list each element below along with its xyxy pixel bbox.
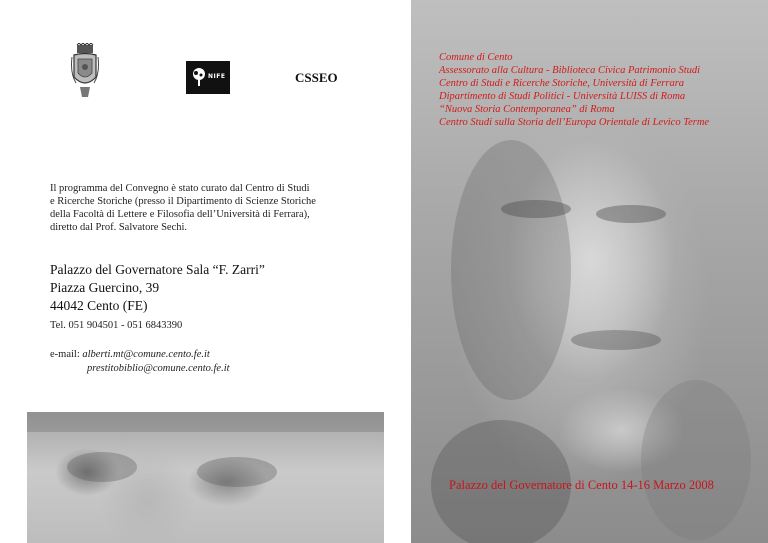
venue-address <box>50 261 265 315</box>
csseo-label: CSSEO <box>295 70 338 85</box>
organizers-list <box>439 51 709 129</box>
nife-logo-text: NIFE <box>208 73 226 80</box>
organizer-line: Assessorato alla Cultura - Biblioteca Civica Patrimonio Studi <box>439 65 701 76</box>
program-line: della Facoltà di Lettere e Filosofia dell’Università di Ferrara), <box>50 209 310 220</box>
email-label: e-mail: <box>50 349 80 360</box>
venue-line: Palazzo del Governatore Sala “F. Zarri” <box>50 262 265 277</box>
nife-logo <box>186 61 230 94</box>
email-link-1[interactable]: alberti.mt@comune.cento.fe.it <box>82 349 210 360</box>
email-block <box>50 348 230 376</box>
program-line: diretto dal Prof. Salvatore Sechi. <box>50 222 188 233</box>
venue-line: 44042 Cento (FE) <box>50 298 148 313</box>
tree-icon <box>192 68 206 86</box>
program-line: Il programma del Convegno è stato curato dal Centro di Studi <box>50 183 310 194</box>
cento-coat-of-arms-icon <box>70 43 100 99</box>
organizer-line: Comune di Cento <box>439 52 513 63</box>
email-link-2[interactable]: prestitobiblio@comune.cento.fe.it <box>87 363 230 374</box>
organizer-line: Dipartimento di Studi Politici - Università LUISS di Roma <box>439 91 686 102</box>
venue-line: Piazza Guercino, 39 <box>50 280 160 295</box>
organizer-line: “Nuova Storia Contemporanea” di Roma <box>439 104 615 115</box>
organizer-line: Centro Studi sulla Storia dell’Europa Orientale di Levico Terme <box>439 117 710 128</box>
program-line: e Ricerche Storiche (presso il Dipartimento di Scienze Storiche <box>50 196 316 207</box>
bottom-portrait-photo <box>27 412 384 543</box>
program-note <box>50 182 370 234</box>
organizer-line: Centro di Studi e Ricerche Storiche, Università di Ferrara <box>439 78 685 89</box>
telephone: Tel. 051 904501 - 051 6843390 <box>50 320 183 331</box>
right-page-portrait <box>411 0 768 543</box>
event-date-location: Palazzo del Governatore di Cento 14-16 Marzo 2008 <box>449 478 714 492</box>
